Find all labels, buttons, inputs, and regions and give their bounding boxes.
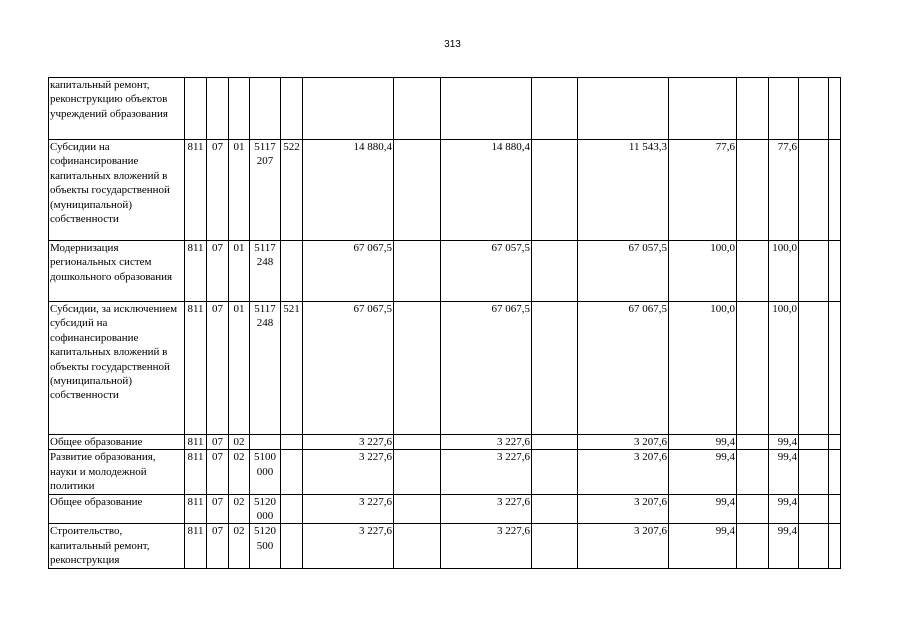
- row-pr: 02: [229, 524, 250, 568]
- empty-cell: [394, 302, 441, 435]
- empty-cell: [532, 302, 578, 435]
- row-plan1: 67 067,5: [303, 302, 394, 435]
- row-pct2: 100,0: [769, 302, 799, 435]
- row-pct1: 77,6: [669, 140, 737, 241]
- empty-cell: [829, 140, 841, 241]
- row-name: Развитие образования, науки и молодежной политики: [49, 450, 185, 494]
- row-ved: 811: [185, 450, 207, 494]
- table-row: [49, 78, 841, 140]
- row-name: Модернизация региональных систем дошкольного образования: [49, 241, 185, 302]
- empty-cell: [799, 494, 829, 524]
- empty-cell: [737, 140, 769, 241]
- table-row: [49, 302, 841, 435]
- row-csr: 5120 500: [250, 524, 281, 568]
- empty-cell: [829, 241, 841, 302]
- row-fact: 11 543,3: [578, 140, 669, 241]
- empty-cell: [829, 494, 841, 524]
- row-pct1: 99,4: [669, 435, 737, 450]
- row-plan1: 3 227,6: [303, 435, 394, 450]
- empty-cell: [394, 140, 441, 241]
- empty-cell: [829, 435, 841, 450]
- row-pr: 02: [229, 435, 250, 450]
- row-name: Субсидии, за исключением субсидий на софинансирование капитальных вложений в объекты государственной (муниципальной) собственности: [49, 302, 185, 435]
- row-plan1: 3 227,6: [303, 494, 394, 524]
- empty-cell: [394, 435, 441, 450]
- row-vr: [281, 78, 303, 140]
- empty-cell: [799, 435, 829, 450]
- empty-cell: [394, 78, 441, 140]
- row-plan1: 3 227,6: [303, 450, 394, 494]
- empty-cell: [829, 302, 841, 435]
- row-ved: 811: [185, 494, 207, 524]
- row-pct2: [769, 78, 799, 140]
- row-pct2: 99,4: [769, 524, 799, 568]
- row-rz: 07: [207, 241, 229, 302]
- row-csr: 5117 248: [250, 302, 281, 435]
- row-name: Субсидии на софинансирование капитальных вложений в объекты государственной (муниципальной) собственности: [49, 140, 185, 241]
- empty-cell: [829, 524, 841, 568]
- row-name: Общее образование: [49, 494, 185, 524]
- empty-cell: [737, 435, 769, 450]
- row-plan2: 3 227,6: [441, 494, 532, 524]
- row-csr: 5117 207: [250, 140, 281, 241]
- empty-cell: [737, 302, 769, 435]
- row-rz: 07: [207, 450, 229, 494]
- empty-cell: [799, 450, 829, 494]
- row-vr: 521: [281, 302, 303, 435]
- row-rz: 07: [207, 435, 229, 450]
- table-row: [49, 450, 841, 494]
- empty-cell: [829, 450, 841, 494]
- row-pr: 01: [229, 241, 250, 302]
- row-vr: [281, 241, 303, 302]
- row-vr: [281, 494, 303, 524]
- row-plan1: 14 880,4: [303, 140, 394, 241]
- row-fact: 67 057,5: [578, 241, 669, 302]
- empty-cell: [532, 435, 578, 450]
- table-row: [49, 494, 841, 524]
- row-ved: 811: [185, 524, 207, 568]
- empty-cell: [737, 78, 769, 140]
- row-plan2: 3 227,6: [441, 450, 532, 494]
- row-pr: 01: [229, 302, 250, 435]
- row-ved: 811: [185, 435, 207, 450]
- empty-cell: [532, 140, 578, 241]
- row-csr: 5117 248: [250, 241, 281, 302]
- row-pr: 02: [229, 494, 250, 524]
- table-row: [49, 140, 841, 241]
- empty-cell: [394, 450, 441, 494]
- empty-cell: [532, 524, 578, 568]
- row-csr: [250, 78, 281, 140]
- empty-cell: [737, 450, 769, 494]
- empty-cell: [799, 524, 829, 568]
- row-plan2: 67 057,5: [441, 241, 532, 302]
- row-pct1: 99,4: [669, 450, 737, 494]
- row-fact: 3 207,6: [578, 450, 669, 494]
- row-csr: 5120 000: [250, 494, 281, 524]
- row-plan2: [441, 78, 532, 140]
- row-name: Строительство, капитальный ремонт, реконструкция: [49, 524, 185, 568]
- empty-cell: [737, 241, 769, 302]
- row-plan2: 67 067,5: [441, 302, 532, 435]
- row-rz: [207, 78, 229, 140]
- row-ved: [185, 78, 207, 140]
- row-vr: [281, 524, 303, 568]
- row-pct1: 99,4: [669, 494, 737, 524]
- empty-cell: [799, 241, 829, 302]
- row-rz: 07: [207, 524, 229, 568]
- row-pr: 01: [229, 140, 250, 241]
- row-vr: [281, 435, 303, 450]
- row-pct1: 100,0: [669, 241, 737, 302]
- row-pct1: [669, 78, 737, 140]
- empty-cell: [829, 78, 841, 140]
- row-ved: 811: [185, 302, 207, 435]
- row-fact: 3 207,6: [578, 524, 669, 568]
- row-rz: 07: [207, 302, 229, 435]
- budget-table: [48, 77, 841, 569]
- empty-cell: [532, 494, 578, 524]
- row-name: Общее образование: [49, 435, 185, 450]
- row-pr: 02: [229, 450, 250, 494]
- row-name: капитальный ремонт, реконструкцию объектов учреждений образования: [49, 78, 185, 140]
- row-rz: 07: [207, 140, 229, 241]
- row-pct2: 99,4: [769, 450, 799, 494]
- row-pct2: 99,4: [769, 494, 799, 524]
- row-rz: 07: [207, 494, 229, 524]
- row-plan2: 3 227,6: [441, 524, 532, 568]
- empty-cell: [532, 78, 578, 140]
- row-plan2: 3 227,6: [441, 435, 532, 450]
- empty-cell: [737, 494, 769, 524]
- table-row: [49, 524, 841, 568]
- row-pct1: 99,4: [669, 524, 737, 568]
- row-pct2: 99,4: [769, 435, 799, 450]
- row-pr: [229, 78, 250, 140]
- table-row: [49, 435, 841, 450]
- row-plan1: 3 227,6: [303, 524, 394, 568]
- row-plan1: 67 067,5: [303, 241, 394, 302]
- row-ved: 811: [185, 241, 207, 302]
- empty-cell: [394, 241, 441, 302]
- row-plan1: [303, 78, 394, 140]
- row-fact: [578, 78, 669, 140]
- empty-cell: [394, 524, 441, 568]
- row-fact: 3 207,6: [578, 435, 669, 450]
- row-vr: [281, 450, 303, 494]
- empty-cell: [532, 450, 578, 494]
- table-row: [49, 241, 841, 302]
- row-pct1: 100,0: [669, 302, 737, 435]
- empty-cell: [799, 302, 829, 435]
- row-ved: 811: [185, 140, 207, 241]
- row-pct2: 100,0: [769, 241, 799, 302]
- empty-cell: [799, 78, 829, 140]
- row-fact: 67 067,5: [578, 302, 669, 435]
- empty-cell: [737, 524, 769, 568]
- row-csr: [250, 435, 281, 450]
- empty-cell: [799, 140, 829, 241]
- empty-cell: [532, 241, 578, 302]
- row-plan2: 14 880,4: [441, 140, 532, 241]
- row-vr: 522: [281, 140, 303, 241]
- row-csr: 5100 000: [250, 450, 281, 494]
- row-fact: 3 207,6: [578, 494, 669, 524]
- empty-cell: [394, 494, 441, 524]
- page-number: 313: [444, 39, 461, 50]
- row-pct2: 77,6: [769, 140, 799, 241]
